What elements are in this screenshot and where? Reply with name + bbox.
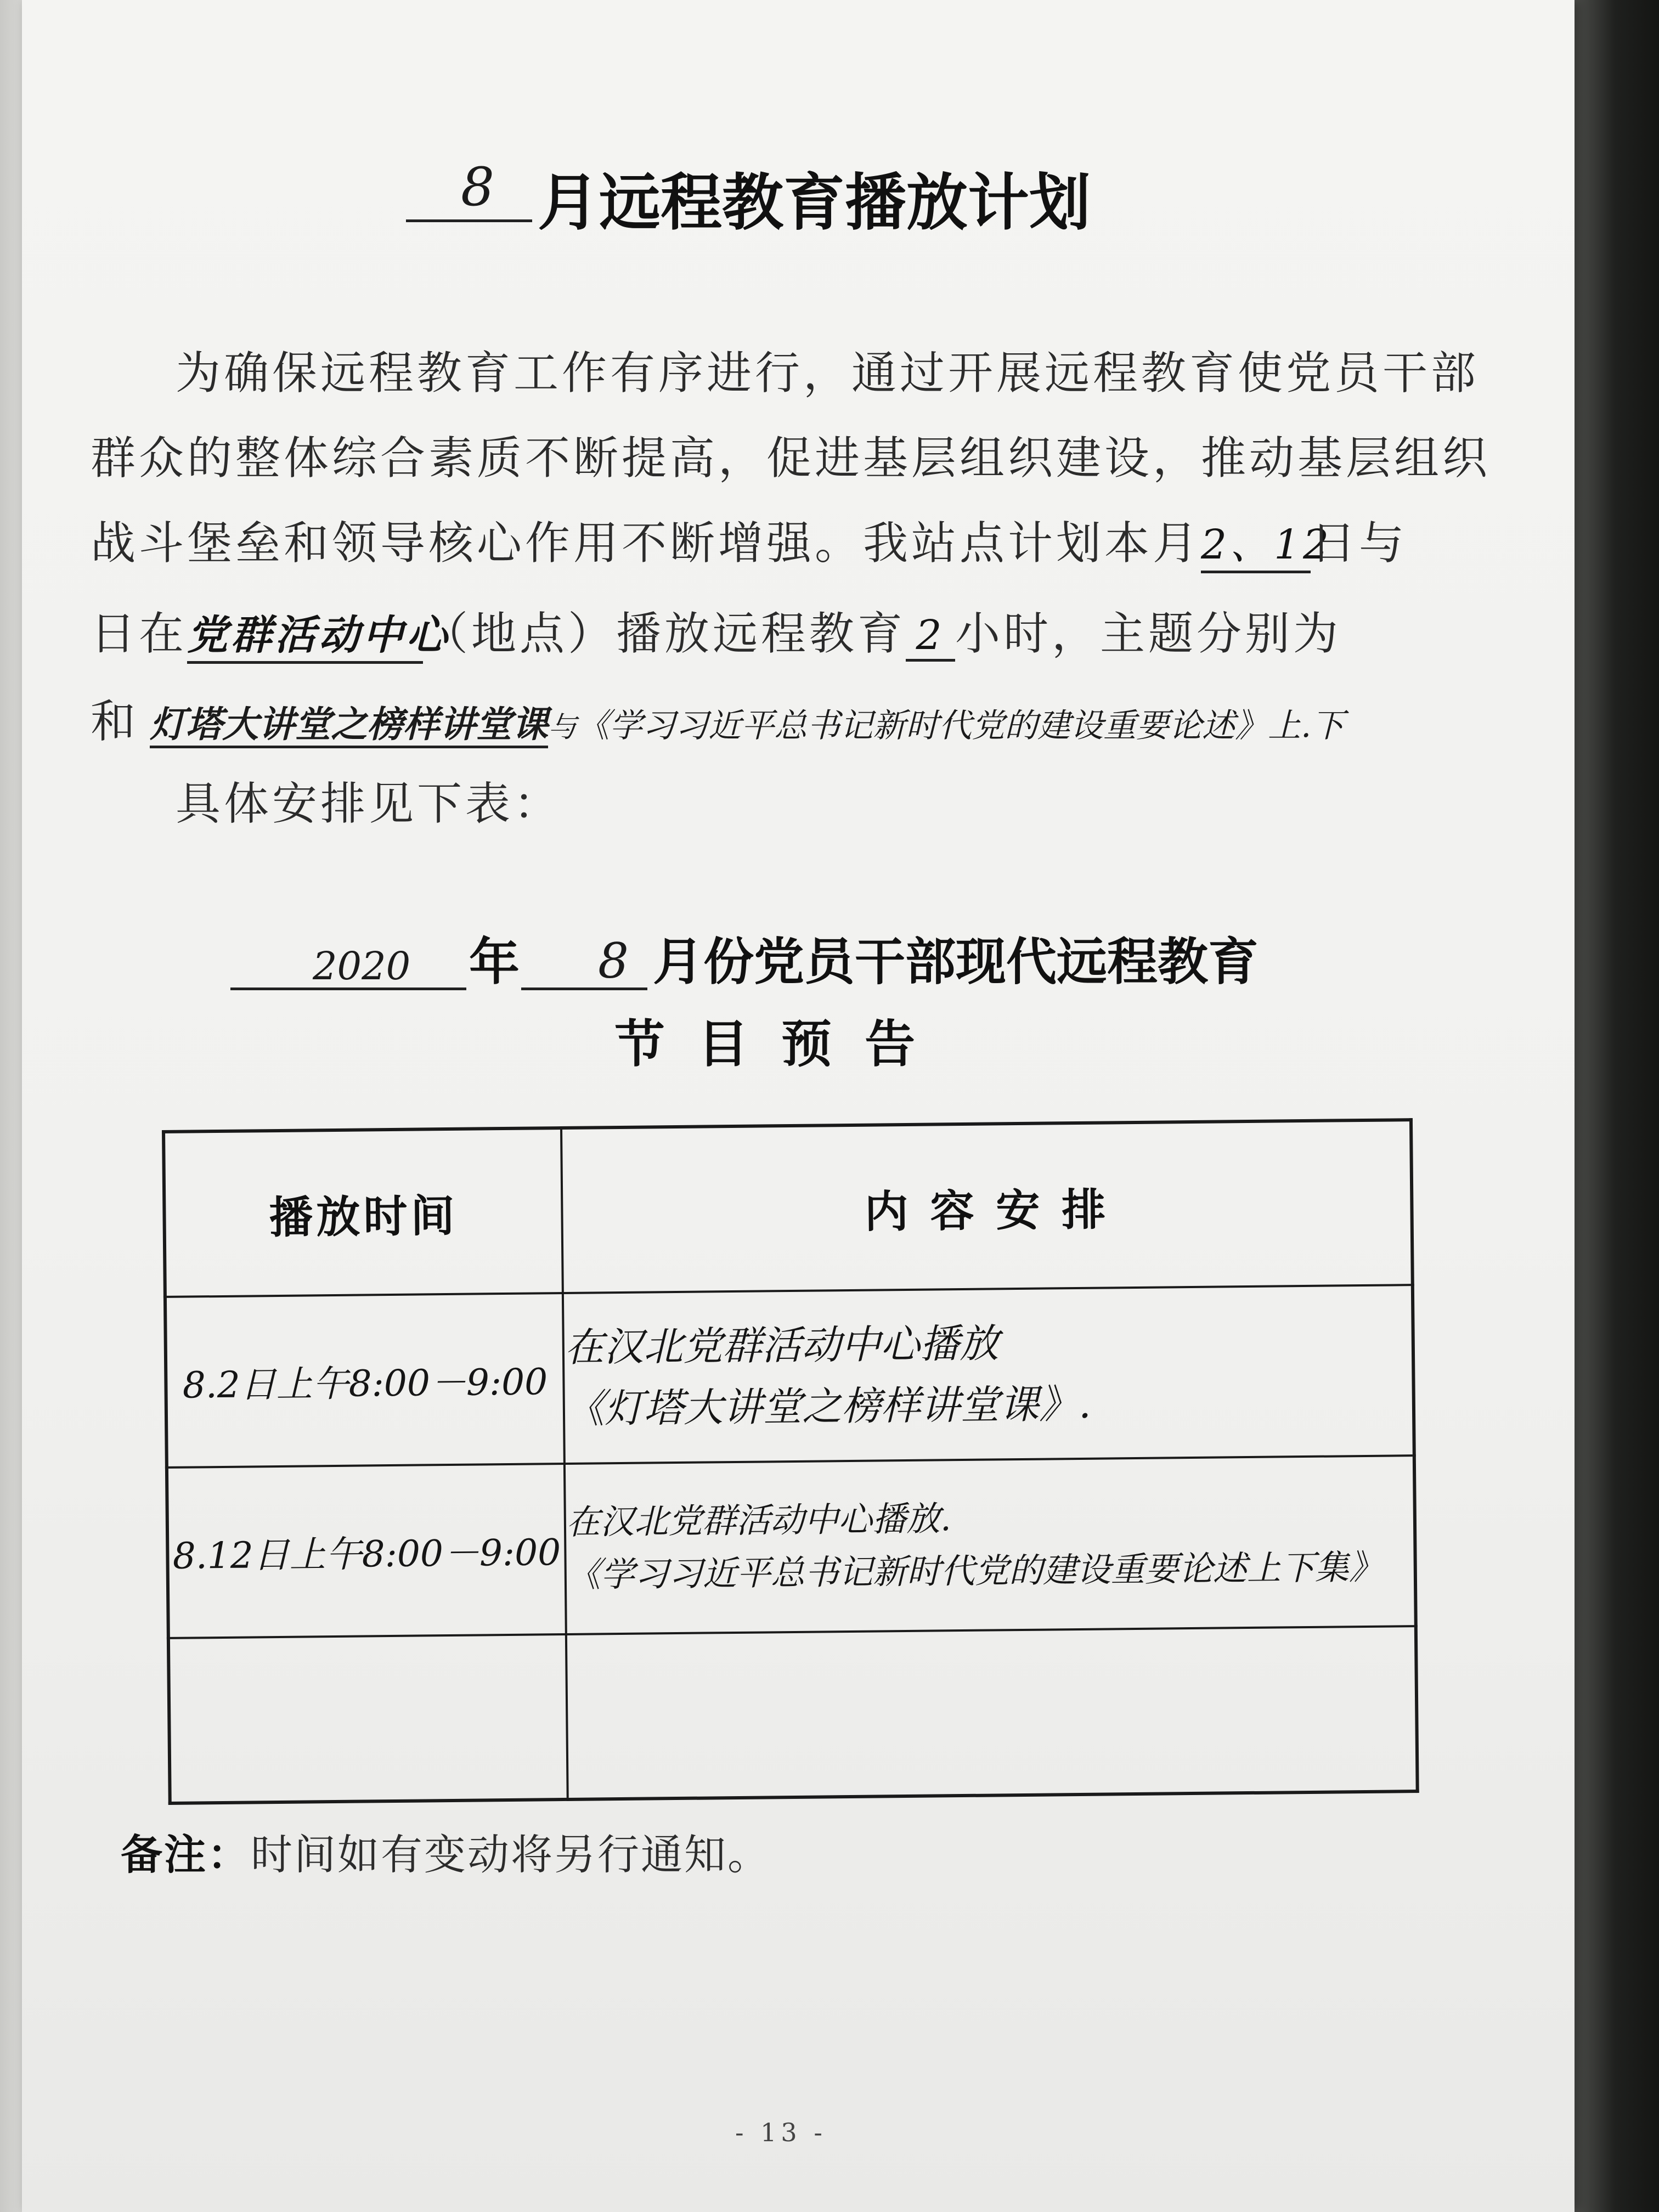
paragraph-line-3: [91, 507, 1407, 573]
row-3-content-empty: [566, 1626, 1418, 1799]
footnote: [121, 1821, 771, 1881]
table-row-empty: [168, 1626, 1418, 1803]
paragraph-line-3-end: 日与: [1311, 517, 1408, 569]
paragraph-line-3-start: 战斗堡垒和领导核心作用不断增强。我站点计划本月: [91, 517, 1201, 569]
schedule-month-value: 8: [598, 933, 629, 989]
schedule-table: [162, 1118, 1419, 1805]
header-content: 内 容 安 排: [561, 1120, 1413, 1293]
schedule-table-wrapper: [162, 1130, 1413, 1805]
table-row: [165, 1285, 1414, 1468]
schedule-subtitle: 节 目 预 告: [614, 1015, 923, 1074]
topic-join: 与: [548, 711, 577, 744]
row-1-content-line-2: 《灯塔大讲堂之榜样讲堂课》.: [565, 1380, 1092, 1432]
row-2-content-line-1: 在汉北党群活动中心播放.: [566, 1498, 951, 1543]
topic-2-value: 《学习习近平总书记新时代党的建设重要论述》上.下: [577, 707, 1345, 745]
topic-1-value: 灯塔大讲堂之榜样讲堂课: [150, 703, 548, 748]
table-row: [167, 1455, 1416, 1638]
paragraph-line-2: 群众的整体综合素质不断提高，促进基层组织建设，推动基层组织: [91, 432, 1491, 484]
paragraph-line-4-mid: （地点）播放远程教育: [423, 608, 906, 660]
row-1-content: [563, 1285, 1414, 1464]
page-title: 月远程教育播放计划: [538, 167, 1091, 239]
row-3-time-empty: [168, 1634, 568, 1803]
document-page: [22, 0, 1575, 2212]
paragraph-line-5-start: 和: [91, 696, 136, 748]
table-header-row: [163, 1120, 1413, 1297]
header-time: 播放时间: [163, 1128, 563, 1297]
paragraph-line-4-end: 小时，主题分别为: [955, 608, 1342, 660]
row-2-time: 8.12日上午8:00－9:00: [167, 1464, 566, 1638]
location-value: 党群活动中心: [187, 603, 423, 664]
row-1-content-line-1: 在汉北党群活动中心播放: [564, 1320, 1000, 1370]
paragraph-line-4: [91, 598, 1341, 664]
hours-value: 2: [906, 612, 955, 662]
paragraph-line-4-start: 日在: [91, 608, 188, 660]
footnote-label: 备注：: [121, 1830, 251, 1879]
year-value: 2020: [313, 944, 411, 989]
paragraph-line-6: 具体安排见下表：: [176, 778, 562, 830]
footnote-text: 时间如有变动将另行通知。: [251, 1830, 771, 1879]
page-number: - 13 -: [735, 2118, 827, 2147]
dates-value: 2、12: [1201, 512, 1311, 573]
year-label: 年: [469, 933, 520, 991]
row-2-content-line-2: 《学习习近平总书记新时代党的建设重要论述上下集》: [566, 1547, 1384, 1595]
paragraph-line-5: [91, 686, 1344, 750]
schedule-title: 月份党员干部现代远程教育: [653, 933, 1259, 991]
paragraph-line-1: 为确保远程教育工作有序进行，通过开展远程教育使党员干部: [176, 347, 1480, 399]
title-month-value: 8: [461, 156, 495, 218]
row-1-time: 8.2日上午8:00－9:00: [165, 1293, 565, 1468]
row-2-content: [565, 1455, 1416, 1634]
